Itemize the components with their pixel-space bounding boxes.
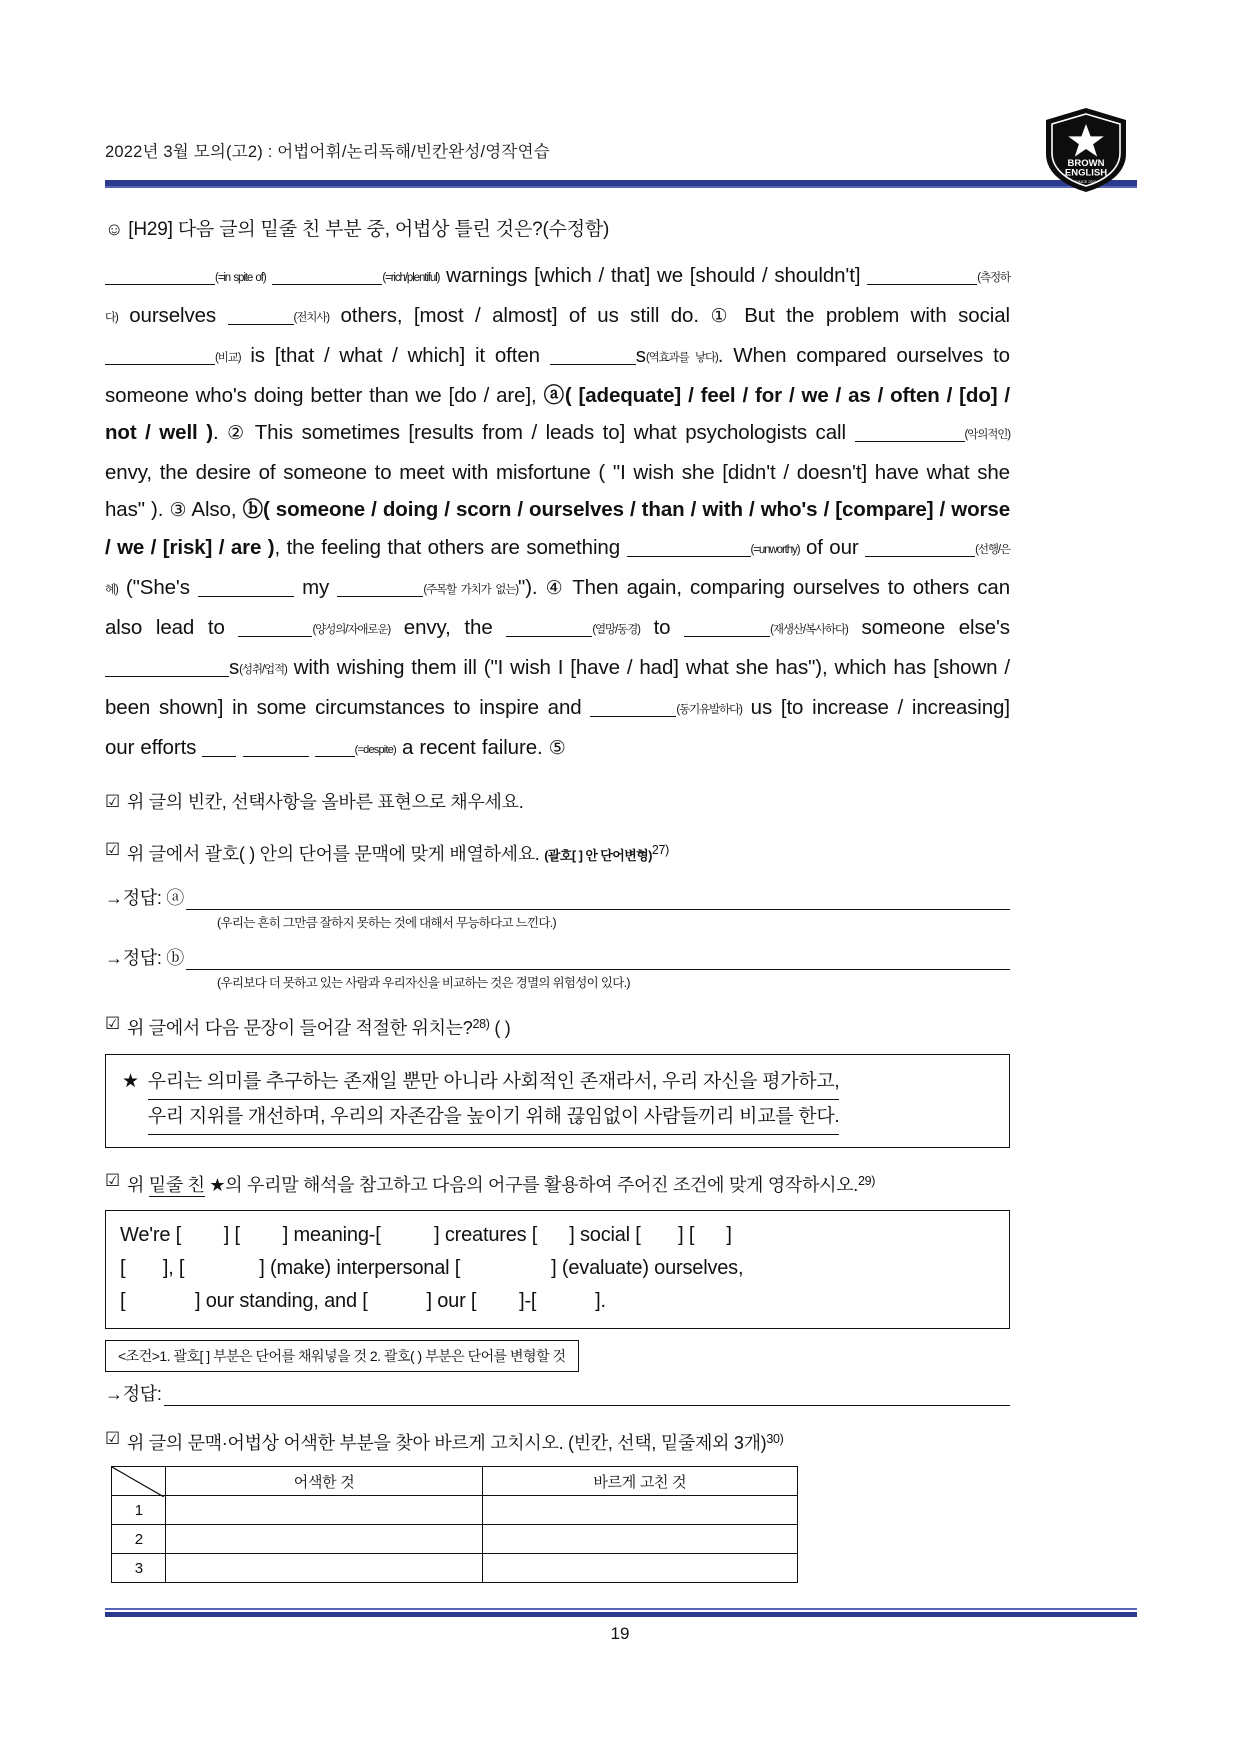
composition-line-3[interactable]: [ ] our standing, and [ ] our [ ]-[ ]. [120, 1290, 606, 1312]
header-rule-thin [105, 186, 1137, 188]
star-line-2: 우리 지위를 개선하며, 우리의 자존감을 높이기 위해 끊임없이 사람들끼리 비교를 한다. [148, 1100, 840, 1135]
footer-rule-thin [105, 1608, 1137, 1610]
passage-text-15: Then again, comparing ourselves to others can also lead to [105, 576, 1010, 639]
marker-3: ③ [169, 500, 187, 521]
hint-achievement: (성취/업적) [239, 664, 287, 676]
svg-text:BROWN: BROWN [1067, 158, 1105, 169]
task-row-3 [105, 1009, 1010, 1043]
table-row [112, 1496, 798, 1525]
passage-text-2: ourselves [129, 304, 217, 327]
blank-10[interactable] [198, 596, 294, 597]
task-4-pre: 위 [126, 1175, 149, 1195]
page-number: 19 [610, 1624, 630, 1643]
hint-benevolence: (선행/은혜) [105, 544, 1010, 596]
marker-2: ② [227, 423, 247, 444]
hint-unworthy: (=unworthy) [750, 544, 800, 556]
brown-english-logo [1040, 104, 1132, 196]
table-row-index: 3 [112, 1554, 166, 1583]
task-2-note: (괄호[ ] 안 단어변형) [544, 848, 652, 863]
table-cell-corrected[interactable] [482, 1525, 797, 1554]
answer-label-a: →정답: ⓐ [105, 888, 184, 908]
hint-benign: (양성의/자애로운) [312, 624, 391, 636]
star-line-2-row [122, 1100, 993, 1135]
passage-text-13: my [302, 576, 330, 599]
checkbox-icon-3[interactable]: ☑ [105, 1014, 120, 1033]
table-cell-awkward[interactable] [166, 1496, 482, 1525]
table-row-index: 2 [112, 1525, 166, 1554]
table-header-col2: 바르게 고친 것 [482, 1467, 797, 1496]
hint-compare: (비교) [215, 352, 241, 364]
task-4-footnote: 29) [857, 1174, 876, 1188]
question-heading [105, 214, 1010, 245]
composition-box [105, 1210, 1010, 1329]
passage-text-3: others, [most / almost] of us still do. [340, 304, 699, 327]
table-header-row [112, 1467, 798, 1496]
marker-4: ④ [545, 578, 565, 599]
hint-in-spite-of: (=in spite of) [215, 272, 266, 284]
answer-label-b: →정답: ⓑ [105, 948, 184, 968]
passage-text-6: . When compared ourselves to someone who's doing better than we [do / are], [105, 344, 1010, 407]
task-row-1 [105, 787, 1010, 817]
answer-line-b [105, 944, 1010, 970]
composition-line-1[interactable]: We're [ ] [ ] meaning-[ ] creatures [ ] social [ ] [ ] [120, 1224, 732, 1246]
bold-group-b: ( someone / doing / scorn / ourselves / than / with / who's / [compare] / worse / we / [risk] / are ) [105, 498, 1010, 559]
checkbox-icon-4[interactable]: ☑ [105, 1171, 120, 1190]
final-answer-label: →정답: [105, 1384, 162, 1404]
table-row [112, 1554, 798, 1583]
answer-hint-b: (우리보다 더 못하고 있는 사람과 우리자신을 비교하는 것은 경멸의 위험성이 있다.) [217, 976, 630, 990]
final-answer-input[interactable] [164, 1385, 1010, 1406]
passage-text-1: warnings [which / that] we [should / shouldn't] [446, 264, 861, 287]
svg-text:ENGLISH: ENGLISH [1064, 167, 1108, 179]
task-3-footnote: 28) [472, 1017, 490, 1031]
answer-block-b [105, 944, 1010, 991]
passage-text-19: with wishing them ill ("I wish I [have / had] what she has"), which has [shown / been shown] in some circumstances to inspire and [105, 656, 1010, 719]
marker-a: ⓐ [543, 384, 565, 407]
bold-group-a: ( [adequate] / feel / for / we / as / often / [do] / not / well ) [105, 384, 1011, 444]
passage-text-7: This sometimes [results from / leads to] what psychologists call [254, 421, 846, 444]
hint-unnoteworthy: (주목할 가치가 없는) [423, 584, 519, 596]
task-3-text: 위 글에서 다음 문장이 들어갈 적절한 위치는? [126, 1018, 473, 1038]
hint-malicious: (악의적인) [964, 429, 1010, 441]
star-icon: ★ [122, 1071, 139, 1092]
answer-line-a [105, 884, 1010, 910]
hint-counterproductive: (역효과를 낳다) [645, 352, 718, 364]
table-row [112, 1525, 798, 1554]
task-3-answer-slot[interactable]: ( ) [494, 1018, 511, 1038]
blank-4[interactable] [228, 324, 294, 325]
question-title-text: [H29] 다음 글의 밑줄 친 부분 중, 어법상 틀린 것은?(수정함) [128, 219, 610, 240]
document-header [105, 138, 965, 162]
blank-2[interactable] [272, 284, 382, 285]
task-4-label [127, 1166, 1010, 1200]
task-row-5 [105, 1424, 1010, 1458]
checkbox-icon-1[interactable]: ☑ [105, 792, 120, 811]
task-5-text: 위 글의 문맥·어법상 어색한 부분을 찾아 바르게 고치시오. (빈칸, 선택, 밑줄제외 3개) [126, 1433, 767, 1453]
blank-15[interactable] [105, 676, 229, 677]
passage-text-5: is [that / what / which] it often [250, 344, 540, 367]
task-2-text: 위 글에서 괄호( ) 안의 단어를 문맥에 맞게 배열하세요. [126, 844, 540, 864]
table-corner-cell [112, 1467, 166, 1496]
table-cell-awkward[interactable] [166, 1525, 482, 1554]
task-1-label: 위 글의 빈칸, 선택사항을 올바른 표현으로 채우세요. [126, 792, 524, 812]
passage-text-16: envy, the [403, 616, 493, 639]
passage-text-4: But the problem with social [744, 304, 1010, 327]
passage-text-10: , the feeling that others are something [274, 536, 621, 559]
blank-9[interactable] [865, 556, 975, 557]
task-row-2 [105, 835, 1010, 871]
passage-text-20: us [to increase / increasing] our efforts [105, 696, 1010, 759]
checkbox-icon-2[interactable]: ☑ [105, 840, 120, 859]
blank-3[interactable] [867, 284, 977, 285]
table-cell-awkward[interactable] [166, 1554, 482, 1583]
hint-reproduce: (재생산/복사하다) [770, 624, 848, 636]
correction-table-wrap [111, 1466, 1010, 1583]
marker-1: ① [710, 306, 733, 327]
passage-text-11: of our [805, 536, 859, 559]
blank-16[interactable] [590, 716, 676, 717]
insert-sentence-box [105, 1054, 1010, 1148]
passage-text-18: someone else's [861, 616, 1010, 639]
star-line-1: 우리는 의미를 추구하는 존재일 뿐만 아니라 사회적인 존재라서, 우리 자신을 평가하고, [148, 1065, 840, 1100]
checkbox-icon-5[interactable]: ☑ [105, 1429, 120, 1448]
marker-b: ⓑ [242, 498, 263, 521]
passage-text-21: a recent failure. [402, 736, 543, 759]
blank-11[interactable] [337, 596, 423, 597]
marker-5: ⑤ [548, 738, 566, 759]
blank-19[interactable] [315, 756, 355, 757]
svg-text:SINCE 2011: SINCE 2011 [1075, 179, 1097, 184]
table-cell-corrected[interactable] [482, 1496, 797, 1525]
content-area [105, 214, 1010, 1583]
hint-aspiration: (열망/동경) [592, 624, 640, 636]
passage-text-17: to [653, 616, 671, 639]
blank-8[interactable] [627, 556, 751, 557]
passage-text-14: "). [518, 576, 538, 599]
blank-7[interactable] [855, 441, 965, 442]
star-line-1-row [122, 1065, 993, 1100]
task-3-label [127, 1009, 1010, 1043]
blank-13[interactable] [506, 636, 592, 637]
correction-table [111, 1466, 798, 1583]
suffix-s-1: s [635, 344, 646, 367]
suffix-s-2: s [229, 656, 240, 679]
hint-motivate: (동기유발하다) [676, 704, 742, 716]
task-2-label [127, 835, 1010, 871]
blank-1[interactable] [105, 284, 215, 285]
hint-rich-plentiful: (=rich/plentiful) [382, 272, 440, 284]
hint-despite: (=despite) [354, 744, 396, 756]
passage-text-9: Also, [191, 498, 237, 521]
answer-input-b[interactable] [186, 949, 1010, 970]
table-cell-corrected[interactable] [482, 1554, 797, 1583]
answer-block-a [105, 884, 1010, 931]
hint-preposition: (전치사) [293, 312, 330, 324]
task-5-label [127, 1424, 1010, 1458]
final-answer-row [105, 1380, 1010, 1406]
blank-17[interactable] [202, 756, 236, 757]
hint-measure: (측정하다) [105, 272, 1010, 324]
passage-text-8: envy, the desire of someone to meet with misfortune ( "I wish she [didn't / doesn't] have what she has" ). [105, 461, 1010, 521]
condition-box: <조건>1. 괄호[ ] 부분은 단어를 채워넣을 것 2. 괄호( ) 부분은 단어를 변형할 것 [105, 1340, 579, 1372]
passage-text-12: ("She's [125, 576, 190, 599]
blank-12[interactable] [238, 636, 312, 637]
table-row-index: 1 [112, 1496, 166, 1525]
task-4-post: ★의 우리말 해석을 참고하고 다음의 어구를 활용하여 주어진 조건에 맞게 영작하시오. [204, 1175, 858, 1195]
task-5-footnote: 30) [766, 1432, 784, 1446]
answer-hint-a: (우리는 흔히 그만큼 잘하지 못하는 것에 대해서 무능하다고 느낀다.) [217, 916, 557, 930]
table-header-col1: 어색한 것 [166, 1467, 482, 1496]
answer-input-a[interactable] [186, 889, 1010, 910]
task-4-underlined: 밑줄 친 [148, 1175, 205, 1195]
footer-rule [105, 1612, 1137, 1617]
blank-18[interactable] [243, 756, 309, 757]
blank-6[interactable] [550, 364, 636, 365]
blank-5[interactable] [105, 364, 215, 365]
blank-14[interactable] [684, 636, 770, 637]
composition-line-2[interactable]: [ ], [ ] (make) interpersonal [ ] (evaluate) ourselves, [120, 1257, 744, 1279]
task-2-footnote: 27) [651, 843, 670, 857]
task-row-4 [105, 1166, 1010, 1200]
passage-body: (=in spite of) (=rich/plentiful) warnings [which / that] we [should / shouldn't] (측정하다) ourselves (전치사) others, [most / almost] of us still do. ① But the problem with social (비교) is [that / what / which] it often s(역효과를 낳다). When compared ourselves to someone who's doing better than we [do / are], ⓐ( [adequate] / feel / for / we / as / often / [do] / not / well ). ② This sometimes [results from / leads to] what psychologists call (악의적인) envy, the desire of someone to meet with misfortune ( "I wish she [didn't / doesn't] have what she has" ). ③ Also, ⓑ( someone / doing / scorn / ourselves / than / with / who's / [compare] / worse / we / [risk] / are ), the feeling that others are something (=unworthy) of our (선행/은혜) ("She's my (주목할 가치가 없는)"). ④ Then again, comparing ourselves to others can also lead to (양성의/자애로운) envy, the (열망/동경) to (재생산/복사하다) someone else's s(성취/업적) with wishing them ill ("I wish I [have / had] what she has"), which has [shown / been shown] in some circumstances to inspire and (동기유발하다) us [to increase / increasing] our efforts (=despite) a recent failure. ⑤ [105, 264, 1011, 759]
header-title: 2022년 3월 모의(고2) : 어법어휘/논리독해/빈칸완성/영작연습 [105, 143, 550, 161]
smiley-icon: ☺ [105, 219, 124, 239]
